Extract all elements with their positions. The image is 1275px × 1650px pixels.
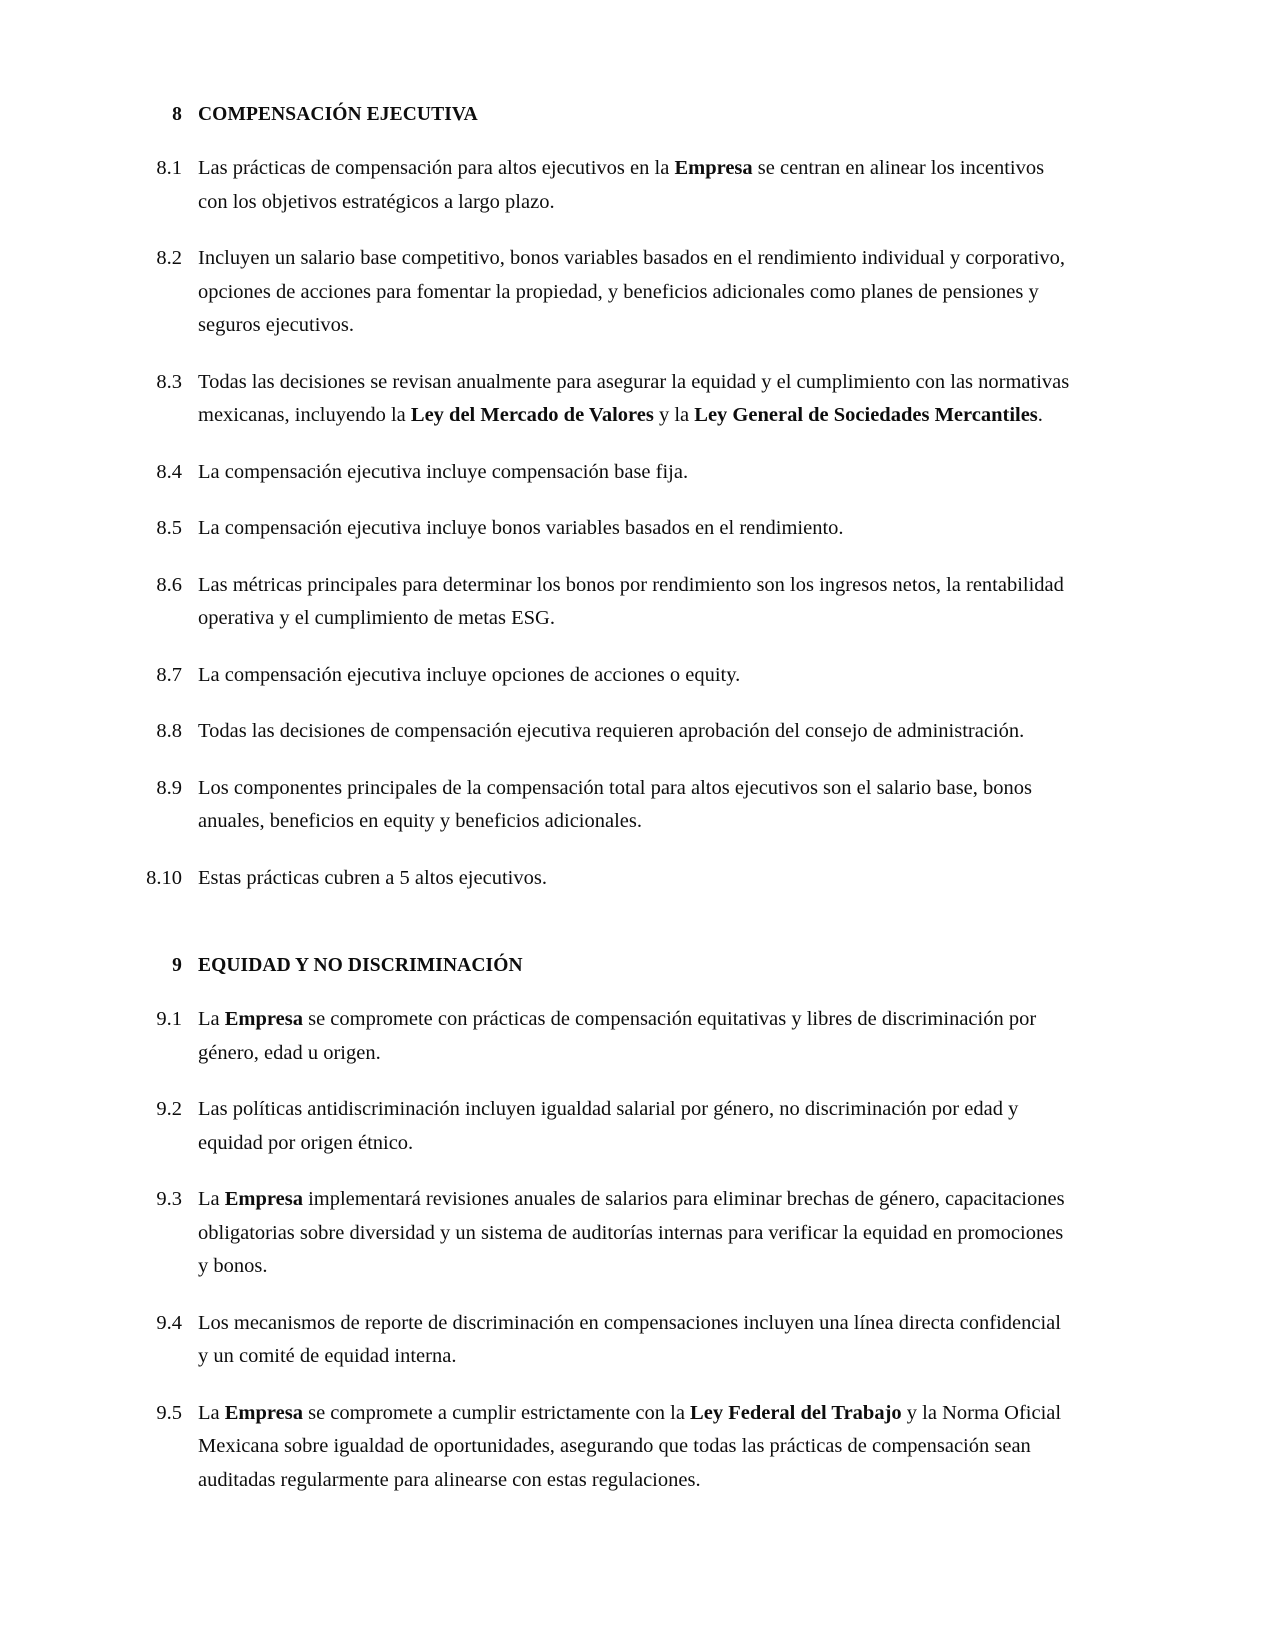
clause — [136, 772, 1075, 839]
document-body — [136, 100, 1075, 1497]
clause — [136, 1307, 1075, 1374]
clause — [136, 569, 1075, 636]
clause — [136, 659, 1075, 693]
clause-number: 8.10 — [146, 866, 182, 889]
plain-text: Todas las decisiones se revisan anualmente para asegurar la equidad y el cumplimiento con las normativas mexicanas, incluyendo la — [198, 370, 1070, 426]
clause-number: 8.8 — [156, 720, 182, 742]
section-heading — [136, 100, 1075, 130]
clause-number: 9.1 — [156, 1008, 182, 1030]
plain-text: implementará revisiones anuales de salarios para eliminar brechas de género, capacitaciones obligatorias sobre diversidad y un sistema de auditorías internas para verificar la equidad en promociones y bonos. — [198, 1188, 1065, 1277]
plain-text: Todas las decisiones de compensación ejecutiva requieren aprobación del consejo de administración. — [198, 720, 1025, 742]
emphasis-text: Ley del Mercado de Valores — [410, 404, 654, 426]
plain-text: La — [198, 1401, 225, 1424]
clause — [136, 1183, 1075, 1284]
clause-text — [198, 242, 1075, 343]
clause-number: 8.7 — [156, 663, 182, 686]
clause-text — [198, 1093, 1075, 1160]
document-section — [136, 100, 1075, 895]
clause — [136, 242, 1075, 343]
clause-text — [198, 512, 1075, 546]
plain-text: Estas prácticas cubren a 5 altos ejecutivos. — [198, 866, 547, 889]
plain-text: Las métricas principales para determinar los bonos por rendimiento son los ingresos netos, la rentabilidad operativa y el cumplimiento de metas ESG. — [198, 573, 1064, 629]
clause-text — [198, 1003, 1075, 1070]
plain-text: Las políticas antidiscriminación incluyen igualdad salarial por género, no discriminación por edad y equidad por origen étnico. — [198, 1098, 1019, 1154]
emphasis-text: Empresa — [224, 1401, 303, 1424]
clause — [136, 862, 1075, 896]
clause-number: 9.4 — [156, 1311, 182, 1334]
plain-text: y la Norma Oficial Mexicana sobre igualdad de oportunidades, asegurando que todas las prácticas de compensación sean auditadas regularmente para alinearse con estas regulaciones. — [198, 1401, 1062, 1491]
emphasis-text: Empresa — [674, 157, 753, 179]
section-title: EQUIDAD Y NO DISCRIMINACIÓN — [198, 955, 523, 976]
clause-number: 9.3 — [156, 1188, 182, 1210]
clause — [136, 1397, 1075, 1498]
section-number: 9 — [172, 955, 182, 976]
clause-text — [198, 862, 1075, 896]
plain-text: La compensación ejecutiva incluye bonos variables basados en el rendimiento. — [198, 517, 844, 539]
plain-text: . — [1037, 404, 1043, 426]
clause-number: 8.6 — [156, 573, 182, 596]
clause — [136, 152, 1075, 219]
clause-text — [198, 772, 1075, 839]
clause-text — [198, 659, 1075, 693]
plain-text: Los componentes principales de la compensación total para altos ejecutivos son el salario base, bonos anuales, beneficios en equity y beneficios adicionales. — [198, 776, 1032, 832]
plain-text: La — [198, 1008, 225, 1030]
emphasis-text: Empresa — [224, 1008, 303, 1030]
section-heading — [136, 951, 1075, 981]
clause-text — [198, 152, 1075, 219]
plain-text: Las prácticas de compensación para altos ejecutivos en la — [198, 157, 675, 179]
clause-text — [198, 366, 1075, 433]
emphasis-text: Ley General de Sociedades Mercantiles — [694, 404, 1038, 426]
clause-number: 8.9 — [156, 776, 182, 799]
plain-text: se centran en alinear los incentivos con los objetivos estratégicos a largo plazo. — [198, 157, 1045, 213]
clause-number: 8.4 — [156, 460, 182, 483]
section-number: 8 — [172, 104, 182, 125]
clause — [136, 456, 1075, 490]
clause — [136, 1003, 1075, 1070]
plain-text: La — [198, 1188, 225, 1210]
clause — [136, 715, 1075, 749]
clause — [136, 1093, 1075, 1160]
emphasis-text: Ley Federal del Trabajo — [690, 1401, 902, 1424]
plain-text: La compensación ejecutiva incluye opciones de acciones o equity. — [198, 663, 741, 686]
clause-number: 8.3 — [156, 370, 182, 393]
clause-text — [198, 715, 1075, 749]
clause — [136, 366, 1075, 433]
clause-text — [198, 456, 1075, 490]
clause-number: 8.5 — [156, 517, 182, 539]
clause-text — [198, 1397, 1075, 1498]
clause-text — [198, 1183, 1075, 1284]
emphasis-text: Empresa — [224, 1188, 303, 1210]
plain-text: La compensación ejecutiva incluye compensación base fija. — [198, 460, 689, 483]
plain-text: y la — [653, 404, 695, 426]
clause-number: 9.2 — [156, 1098, 182, 1120]
clause-number: 9.5 — [156, 1401, 182, 1424]
plain-text: Los mecanismos de reporte de discriminación en compensaciones incluyen una línea directa confidencial y un comité de equidad interna. — [198, 1311, 1061, 1367]
section-title: COMPENSACIÓN EJECUTIVA — [198, 104, 478, 125]
clause-text — [198, 569, 1075, 636]
clause-text — [198, 1307, 1075, 1374]
clause-number: 8.2 — [156, 247, 182, 269]
plain-text: se compromete con prácticas de compensación equitativas y libres de discriminación por género, edad u origen. — [198, 1008, 1037, 1064]
clause — [136, 512, 1075, 546]
clause-number: 8.1 — [156, 157, 182, 179]
plain-text: se compromete a cumplir estrictamente con la — [302, 1401, 691, 1424]
document-section — [136, 951, 1075, 1497]
plain-text: Incluyen un salario base competitivo, bonos variables basados en el rendimiento individual y corporativo, opciones de acciones para fomentar la propiedad, y beneficios adicionales como planes de pensiones y seguros ejecutivos. — [198, 247, 1066, 336]
